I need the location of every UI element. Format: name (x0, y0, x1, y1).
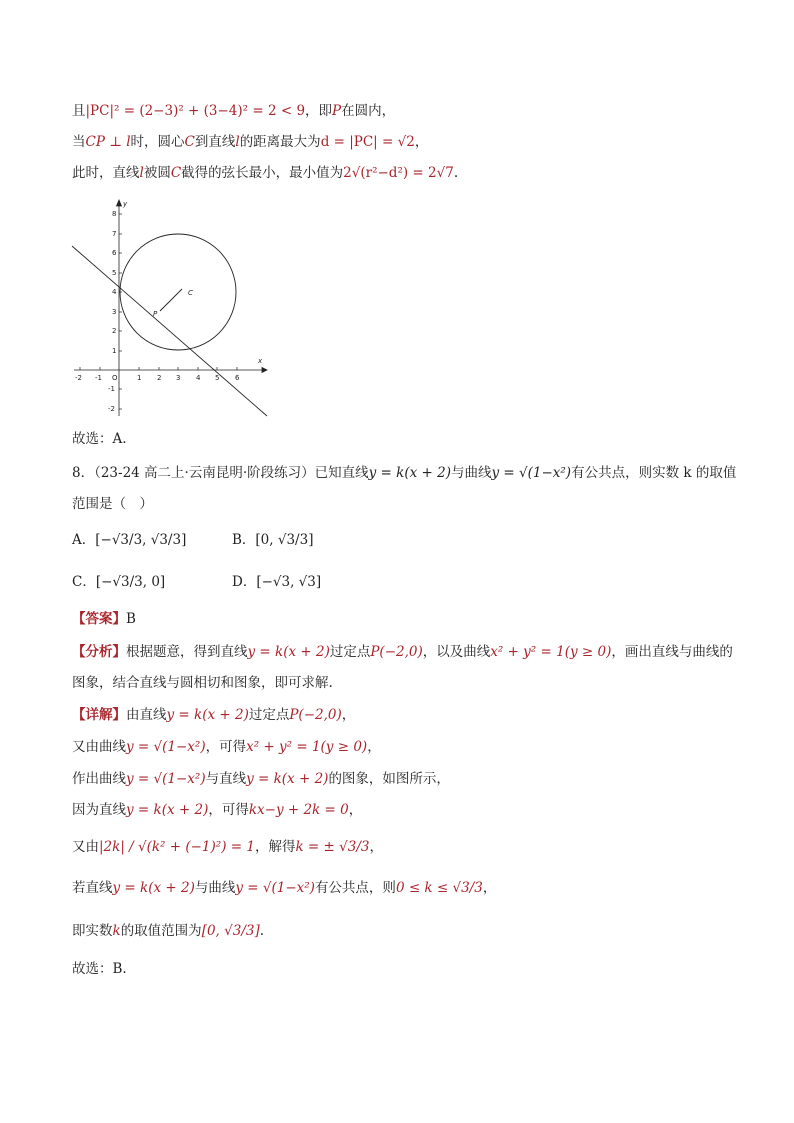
line-l (72, 246, 267, 416)
math-expr: x² + y² = 1(y ≥ 0) (490, 644, 612, 660)
detail-line (72, 837, 383, 857)
text: ， (367, 739, 381, 755)
math-expr: d = |PC| = √2 (320, 134, 415, 150)
text: 的距离最大为 (239, 134, 321, 150)
point-c-label: C (188, 289, 193, 297)
y-tick-label: 8 (112, 210, 117, 218)
option-b: B．[0, √3/3] (232, 532, 314, 548)
question-stem-2: 范围是（ ） (72, 496, 153, 512)
x-tick-label: 2 (157, 374, 162, 382)
math-var: C (184, 134, 195, 150)
text: 与曲线 (450, 465, 492, 481)
option-c: C．[−√3/3, 0] (72, 574, 166, 590)
circle-line-graph (70, 198, 270, 420)
math-expr: k = ± √3/3 (295, 839, 370, 855)
text: 过定点 (248, 707, 290, 723)
math-expr: kx−y + 2k = 0 (248, 802, 349, 818)
x-tick-label: -1 (95, 374, 102, 382)
math-expr: CP ⊥ l (85, 134, 131, 150)
math-expr: y = k(x + 2) (247, 644, 330, 660)
option-d: D．[−√3, √3] (232, 574, 322, 590)
text: ， (341, 707, 356, 723)
answer-choice-line: 故选：B. (72, 961, 127, 977)
detail-line (72, 878, 496, 898)
text: 由直线 (126, 707, 167, 723)
y-tick-label: -2 (108, 405, 115, 413)
math-var: k (112, 923, 121, 939)
math-expr: y = √(1−x²) (126, 771, 206, 787)
text: 的取值范围为 (120, 923, 202, 939)
text-line (72, 163, 458, 183)
text: 若直线 (72, 880, 113, 896)
math-expr: P(−2,0) (370, 644, 423, 660)
x-axis-arrow (262, 368, 267, 373)
y-tick-label: 6 (112, 249, 117, 257)
text: ，解得 (254, 839, 296, 855)
text: 过定点 (329, 644, 371, 660)
math-expr: 2√(r²−d²) = 2√7 (343, 165, 454, 181)
text: . (259, 923, 265, 939)
text: . (453, 165, 459, 181)
y-tick-label: 3 (112, 308, 117, 316)
text: ，可得 (205, 739, 247, 755)
math-expr: |PC|² = (2−3)² + (3−4)² = 2 < 9 (85, 103, 306, 119)
text: 作出曲线 (72, 771, 126, 787)
text: ，以及曲线 (422, 644, 491, 660)
x-tick-label: 3 (176, 374, 181, 382)
text: ， (348, 802, 363, 818)
point-p-label: P (153, 310, 158, 318)
math-expr: y = k(x + 2) (246, 771, 329, 787)
text: 此时，直线 (72, 165, 140, 181)
text: ， (482, 880, 497, 896)
y-tick-label: 1 (112, 347, 117, 355)
y-tick-label: -1 (108, 385, 115, 393)
text: 到直线 (194, 134, 236, 150)
math-expr: y = √(1−x²) (126, 739, 206, 755)
text: 且 (72, 103, 86, 119)
circle-c (120, 234, 236, 350)
math-var: P (332, 103, 342, 119)
text: 又由曲线 (72, 739, 126, 755)
x-axis-label: x (258, 357, 263, 365)
x-tick-label: 4 (196, 374, 201, 382)
answer-line (72, 609, 136, 629)
text: ，画出直线与曲线的 (611, 644, 733, 660)
math-var: C (170, 165, 182, 181)
math-expr: y = k(x + 2) (112, 880, 195, 896)
text: 又由 (72, 839, 99, 855)
text: ， (414, 134, 429, 150)
text: 在圆内， (341, 103, 396, 119)
math-var: l (235, 134, 240, 150)
text: 的图象，如图所示， (328, 771, 450, 787)
y-tick-label: 7 (112, 230, 117, 238)
text: ，可得 (208, 802, 249, 818)
math-expr: y = √(1−x²) (491, 465, 572, 481)
text: 根据题意，得到直线 (126, 644, 248, 660)
text: 有公共点，则 (314, 880, 396, 896)
text: 与曲线 (194, 880, 236, 896)
text: 截得的弦长最小，最小值为 (181, 165, 344, 181)
math-expr: y = k(x + 2) (126, 802, 209, 818)
text: ，即 (305, 103, 333, 119)
y-axis-label: y (123, 200, 128, 208)
detail-line (72, 705, 355, 725)
detail-line (72, 769, 450, 789)
x-tick-label: 6 (235, 374, 240, 382)
answer-tag: 【答案】 (72, 611, 126, 627)
x-tick-label: 5 (215, 374, 220, 382)
analysis-line-2: 图象，结合直线与圆相切和图象，即可求解. (72, 675, 333, 691)
detail-line (72, 800, 362, 820)
text-line (72, 101, 395, 121)
y-axis-arrow (117, 200, 122, 206)
y-tick-label: 2 (112, 327, 117, 335)
text: 即实数 (72, 923, 113, 939)
text: 时，圆心 (130, 134, 185, 150)
option-a: A．[−√3/3, √3/3] (72, 532, 187, 548)
text-line (72, 132, 428, 152)
math-expr: 0 ≤ k ≤ √3/3 (395, 880, 483, 896)
math-expr: y = k(x + 2) (166, 707, 249, 723)
detail-tag: 【详解】 (72, 707, 126, 723)
math-var: l (139, 165, 144, 181)
text: 当 (72, 134, 86, 150)
text: 与直线 (205, 771, 247, 787)
math-expr: P(−2,0) (289, 707, 342, 723)
math-expr: x² + y² = 1(y ≥ 0) (246, 739, 368, 755)
math-expr: [0, √3/3] (201, 923, 260, 939)
answer-choice-line: 故选：A. (72, 431, 127, 447)
analysis-line (72, 642, 733, 662)
segment-pc (160, 289, 182, 311)
origin-label: O (112, 374, 118, 382)
x-tick-label: 1 (137, 374, 142, 382)
question-stem (72, 463, 736, 483)
text: 因为直线 (72, 802, 126, 818)
text: 8．（23-24 高二上·云南昆明·阶段练习）已知直线 (72, 465, 369, 481)
answer-value: B (126, 611, 136, 627)
math-expr: |2k| / √(k² + (−1)²) = 1 (99, 839, 255, 855)
math-expr: y = √(1−x²) (235, 880, 315, 896)
y-tick-label: 5 (112, 269, 117, 277)
x-tick-label: -2 (75, 374, 82, 382)
detail-line (72, 921, 264, 941)
text: 有公共点，则实数 k 的取值 (571, 465, 737, 481)
text: 被圆 (143, 165, 171, 181)
y-tick-label: 4 (112, 288, 117, 296)
analysis-tag: 【分析】 (72, 644, 126, 660)
math-expr: y = k(x + 2) (368, 465, 451, 481)
detail-line (72, 737, 381, 757)
text: ， (369, 839, 383, 855)
